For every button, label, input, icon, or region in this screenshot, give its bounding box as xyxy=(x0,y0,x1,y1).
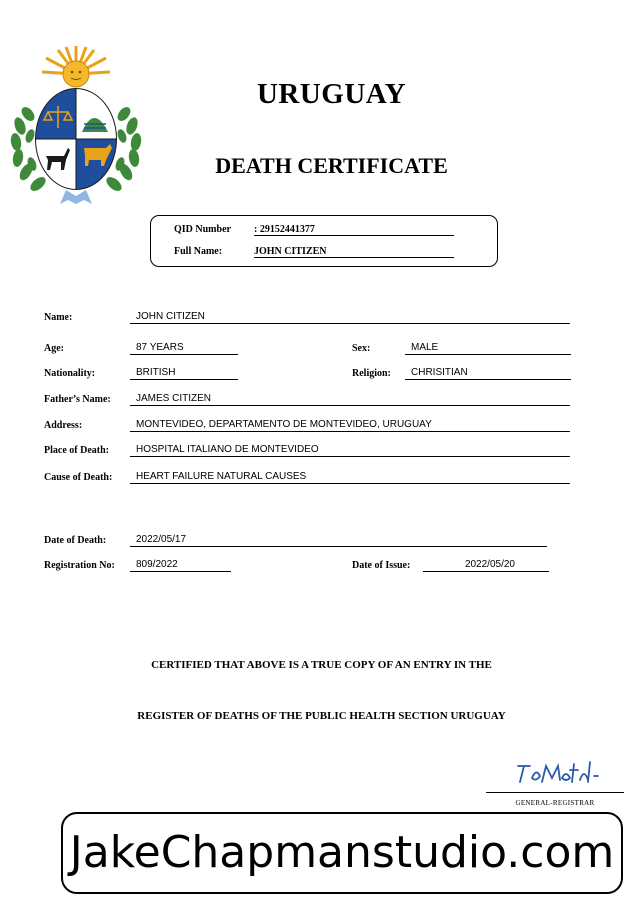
signature-line xyxy=(486,792,624,793)
watermark-banner: JakeChapmanstudio.com xyxy=(61,812,623,894)
qid-value: : 29152441377 xyxy=(254,224,454,236)
coat-of-arms-emblem xyxy=(6,44,146,209)
age-label: Age: xyxy=(44,343,64,354)
fullname-value: JOHN CITIZEN xyxy=(254,246,454,258)
name-label: Name: xyxy=(44,312,73,323)
date-of-issue-label: Date of Issue: xyxy=(352,560,411,571)
cause-of-death-value: HEART FAILURE NATURAL CAUSES xyxy=(130,470,570,484)
fullname-label: Full Name: xyxy=(174,246,223,257)
address-value: MONTEVIDEO, DEPARTAMENTO DE MONTEVIDEO, URUGUAY xyxy=(130,418,570,432)
nationality-value: BRITISH xyxy=(130,366,238,380)
age-value: 87 YEARS xyxy=(130,341,238,355)
certification-line-1: CERTIFIED THAT ABOVE IS A TRUE COPY OF AN ENTRY IN THE xyxy=(151,659,492,671)
country-title: URUGUAY xyxy=(256,78,407,110)
cause-of-death-label: Cause of Death: xyxy=(44,472,113,483)
certification-line-2: REGISTER OF DEATHS OF THE PUBLIC HEALTH SECTION URUGUAY xyxy=(137,710,506,722)
religion-label: Religion: xyxy=(352,368,391,379)
father-name-value: JAMES CITIZEN xyxy=(130,392,570,406)
registration-label: Registration No: xyxy=(44,560,115,571)
name-value: JOHN CITIZEN xyxy=(130,310,570,324)
religion-value: CHRISITIAN xyxy=(405,366,571,380)
father-name-label: Father’s Name: xyxy=(44,394,111,405)
ribbon-icon xyxy=(60,190,92,204)
date-of-death-label: Date of Death: xyxy=(44,535,107,546)
signature-scribble xyxy=(510,758,600,788)
place-of-death-value: HOSPITAL ITALIANO DE MONTEVIDEO xyxy=(130,443,570,457)
document-title: DEATH CERTIFICATE xyxy=(215,153,448,178)
place-of-death-label: Place of Death: xyxy=(44,445,109,456)
date-of-death-value: 2022/05/17 xyxy=(130,533,547,547)
address-label: Address: xyxy=(44,420,83,431)
signature-title: GENERAL-REGISTRAR xyxy=(515,799,595,807)
sex-value: MALE xyxy=(405,341,571,355)
nationality-label: Nationality: xyxy=(44,368,96,379)
registration-value: 809/2022 xyxy=(130,558,231,572)
id-box xyxy=(150,215,498,267)
date-of-issue-value: 2022/05/20 xyxy=(423,558,549,572)
qid-label: QID Number xyxy=(174,224,231,235)
sex-label: Sex: xyxy=(352,343,371,354)
